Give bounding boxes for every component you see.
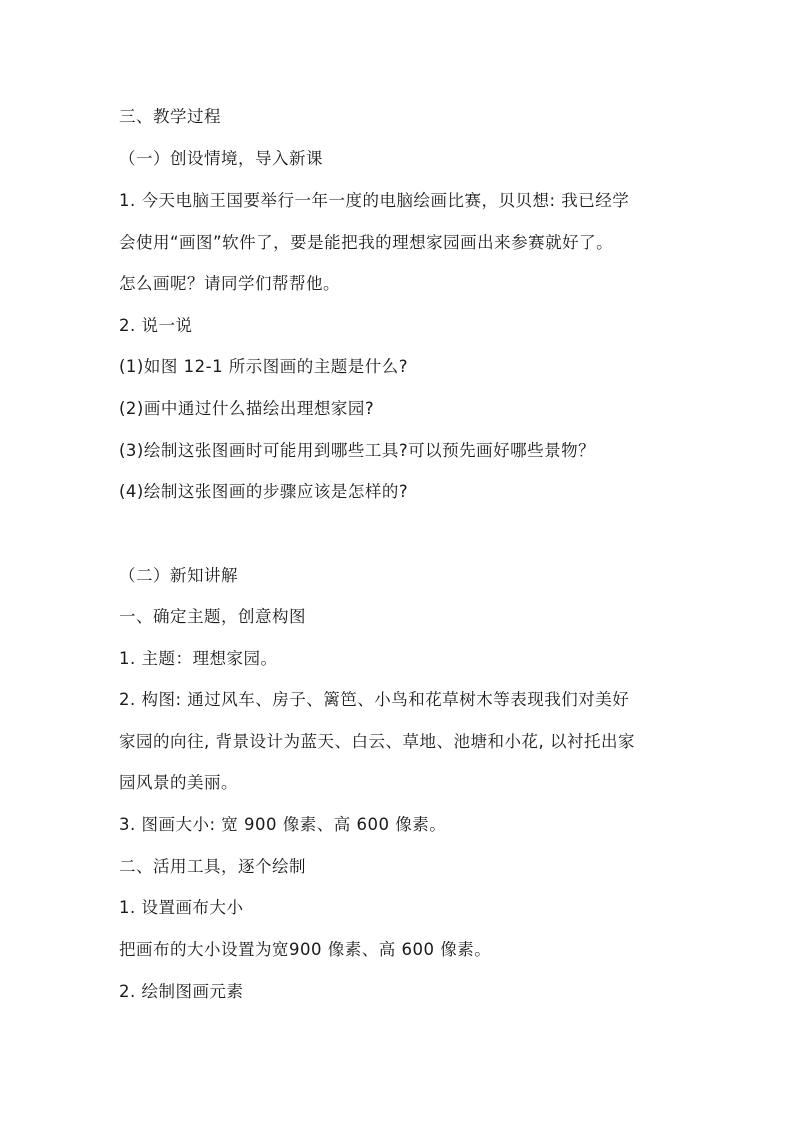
- paragraph-line: 1. 设置画布大小: [119, 898, 244, 917]
- section-heading-tools: 二、活用工具，逐个绘制: [119, 857, 306, 876]
- subsection-heading-intro: （一）创设情境，导入新课: [119, 149, 323, 168]
- question-item: (3)绘制这张图画时可能用到哪些工具?可以预先画好哪些景物？: [119, 441, 596, 460]
- section-heading-theme: 一、确定主题，创意构图: [119, 607, 306, 626]
- section-heading-teaching-process: 三、教学过程: [119, 107, 221, 126]
- paragraph-line: 2. 构图: 通过风车、房子、篱笆、小鸟和花草树木等表现我们对美好: [119, 690, 630, 709]
- paragraph-line: 1. 主题：理想家园。: [119, 649, 278, 668]
- paragraph-line: 怎么画呢？请同学们帮帮他。: [119, 274, 340, 293]
- question-item: (1)如图 12-1 所示图画的主题是什么?: [119, 357, 409, 376]
- paragraph-line: 会使用“画图”软件了，要是能把我的理想家园画出来参赛就好了。: [119, 233, 614, 252]
- list-heading-discuss: 2. 说一说: [119, 316, 193, 335]
- paragraph-line: 3. 图画大小: 宽 900 像素、高 600 像素。: [119, 815, 447, 834]
- paragraph-line: 园风景的美丽。: [119, 773, 238, 792]
- question-item: (2)画中通过什么描绘出理想家园?: [119, 399, 375, 418]
- paragraph-line: 家园的向往, 背景设计为蓝天、白云、草地、池塘和小花, 以衬托出家: [119, 732, 635, 751]
- question-item: (4)绘制这张图画的步骤应该是怎样的?: [119, 482, 409, 501]
- subsection-heading-new-knowledge: （二）新知讲解: [119, 566, 238, 585]
- paragraph-line: 2. 绘制图画元素: [119, 982, 244, 1001]
- paragraph-line: 1. 今天电脑王国要举行一年一度的电脑绘画比赛，贝贝想: 我已经学: [119, 191, 630, 210]
- paragraph-line: 把画布的大小设置为宽900 像素、高 600 像素。: [119, 940, 492, 959]
